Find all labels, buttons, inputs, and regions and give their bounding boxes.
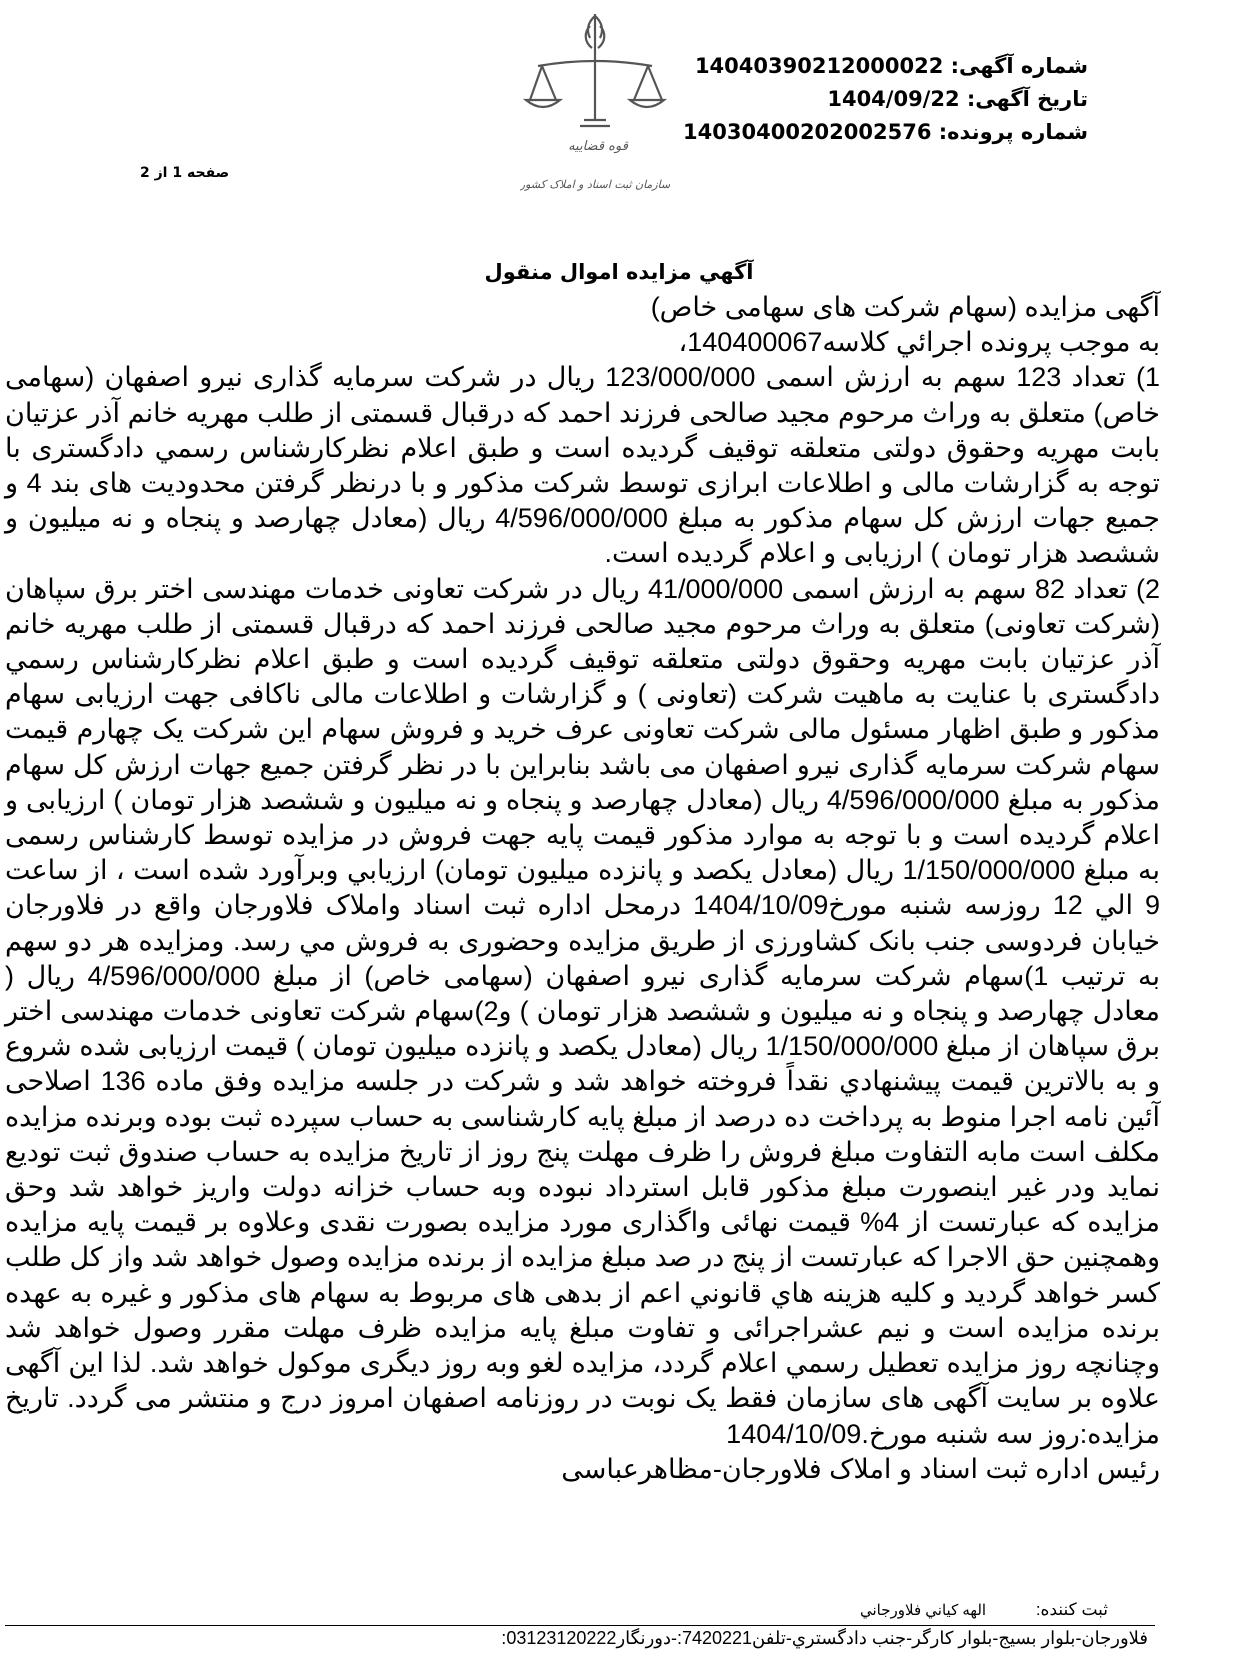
notice-metadata (668, 50, 1088, 149)
case-number: 14030400202002576 (683, 120, 932, 144)
notice-date: 1404/09/22 (827, 87, 960, 111)
notice-date-row (668, 83, 1088, 116)
registrar-label: ثبت کننده: (1035, 1600, 1108, 1619)
judiciary-emblem-icon (520, 8, 670, 213)
item-1-paragraph: 1) تعداد 123 سهم به ارزش اسمی 123/000/000 ریال در شرکت سرمایه گذاری نیرو اصفهان (سهامی خاص) متعلق به وراث مرحوم مجید صالحی فرزند احمد که درقبال قسمتی از طلب مهریه خانم آذر عزتیان بابت مهریه وحقوق دولتی متعلقه توقیف گردیده است و طبق اعلام نظرکارشناس رسمي دادگستری با توجه به گزارشات مالی و اطلاعات ابرازی توسط شرکت مذکور و با درنظر گرفتن محدودیت های بند 4 و جمیع جهات ارزش کل سهام مذکور به مبلغ 4/596/000/000 ریال (معادل چهارصد و پنجاه و نه میلیون و ششصد هزار تومان ) ارزیابی و اعلام گردیده است. (5, 362, 1160, 569)
footer-divider (5, 1625, 1155, 1626)
page-title: آگهي مزايده اموال منقول (484, 260, 754, 284)
emblem-judiciary-text: قوه قضاییه (568, 139, 628, 154)
case-number-row (668, 116, 1088, 149)
footer-address: فلاورجان-بلوار بسيج-بلوار كارگر-جنب دادگستري-تلفن7420221:-دورنگار03123120222: (501, 1628, 1148, 1648)
notice-body (5, 290, 1160, 1487)
emblem-organization-text: سازمان ثبت اسناد و املاک کشور (520, 178, 670, 191)
notice-date-label: تاریخ آگهی: (966, 87, 1088, 111)
footer-registrar (860, 1600, 1108, 1620)
body-heading-line: آگهی مزایده (سهام شرکت های سهامی خاص) (650, 292, 1160, 322)
notice-number: 14040390212000022 (694, 54, 944, 78)
item-2-paragraph: 2) تعداد 82 سهم به ارزش اسمی 41/000/000 ریال در شرکت تعاونی خدمات مهندسی اختر برق سپاهان (شرکت تعاونی) متعلق به وراث مرحوم مجید صالحی فرزند احمد که درقبال قسمتی از طلب مهریه خانم آذر عزتیان بابت مهریه وحقوق دولتی متعلقه توقیف گردیده است و طبق اعلام نظرکارشناس رسمي دادگستری با عنایت به ماهیت شرکت (تعاونی ) و گزارشات و اطلاعات مالی ناکافی جهت ارزیابی سهام مذکور و طبق اظهار مسئول مالی شرکت تعاونی عرف خرید و فروش سهام این شرکت یک چهارم قیمت سهام شرکت سرمایه گذاری نیرو اصفهان می باشد بنابراین با در نظر گرفتن جمیع جهات ارزش کل سهام مذکور به مبلغ 4/596/000/000 ریال (معادل چهارصد و پنجاه و نه میلیون و ششصد هزار تومان ) ارزیابی و اعلام گردیده است و با توجه به موارد مذکور قیمت پایه جهت فروش در مزایده توسط کارشناس رسمی به مبلغ 1/150/000/000 ریال (معادل یکصد و پانزده میلیون تومان) ارزيابي وبرآورد شده است ، از ساعت 9 الي 12 روزسه شنبه مورخ1404/10/09 درمحل اداره ثبت اسناد واملاک فلاورجان واقع در فلاورجان خیابان فردوسی جنب بانک کشاورزی از طريق مزايده وحضوری به فروش مي رسد. ومزایده هر دو سهم به ترتیب 1)سهام شرکت سرمایه گذاری نیرو اصفهان (سهامی خاص) از مبلغ 4/596/000/000 ریال ( معادل چهارصد و پنجاه و نه میلیون و ششصد هزار تومان ) و2)سهام شرکت تعاونی خدمات مهندسی اختر برق سپاهان از مبلغ 1/150/000/000 ریال (معادل یکصد و پانزده میلیون تومان ) قیمت ارزیابی شده شروع و به بالاترين قيمت پيشنهادي نقداً فروخته خواهد شد و شرکت در جلسه مزایده وفق ماده 136 اصلاحی آئین نامه اجرا منوط به پرداخت ده درصد از مبلغ پایه کارشناسی به حساب سپرده ثبت بوده وبرنده مزایده مکلف است مابه التفاوت مبلغ فروش را ظرف مهلت پنج روز از تاریخ مزایده به حساب صندوق ثبت تودیع نماید ودر غیر اینصورت مبلغ مذکور قابل استرداد نبوده وبه حساب خزانه دولت واریز خواهد شد وحق مزایده که عبارتست از 4% قیمت نهائی واگذاری مورد مزایده بصورت نقدی وعلاوه بر قیمت پایه مزایده وهمچنین حق الاجرا که عبارتست از پنج در صد مبلغ مزایده از برنده مزایده وصول خواهد شد واز کل طلب کسر خواهد گردید و کلیه هزینه هاي قانوني اعم از بدهی های مربوط به سهام های مذکور و غیره به عهده برنده مزایده است و نیم عشراجرائی و تفاوت مبلغ پایه مزایده ظرف مهلت مقرر وصول خواهد شد وچنانچه روز مزایده تعطیل رسمي اعلام گردد، مزایده لغو وبه روز دیگری موکول خواهد شد. لذا این آگهی علاوه بر سایت آگهی های سازمان فقط یک نوبت در روزنامه اصفهان امروز درج و منتشر می گردد. تاریخ مزایده:روز سه شنبه مورخ.1404/10/09 (5, 573, 1161, 1449)
case-number-label: شماره پرونده: (938, 120, 1088, 144)
page-indicator: صفحه 1 از 2 (140, 165, 230, 181)
notice-number-label: شماره آگهی: (950, 54, 1088, 78)
right-pan (630, 100, 664, 107)
scale-base (580, 120, 610, 126)
registrar-name: الهه كياني فلاورجاني (860, 1602, 987, 1619)
notice-number-row (668, 50, 1088, 83)
emblem-symbol (586, 14, 605, 50)
signature-line: رئیس اداره ثبت اسناد و املاک فلاورجان-مظاهرعباسی (561, 1453, 1160, 1484)
left-pan (526, 100, 560, 107)
body-case-line: به موجب پرونده اجرائي كلاسه140400067، (678, 327, 1160, 358)
